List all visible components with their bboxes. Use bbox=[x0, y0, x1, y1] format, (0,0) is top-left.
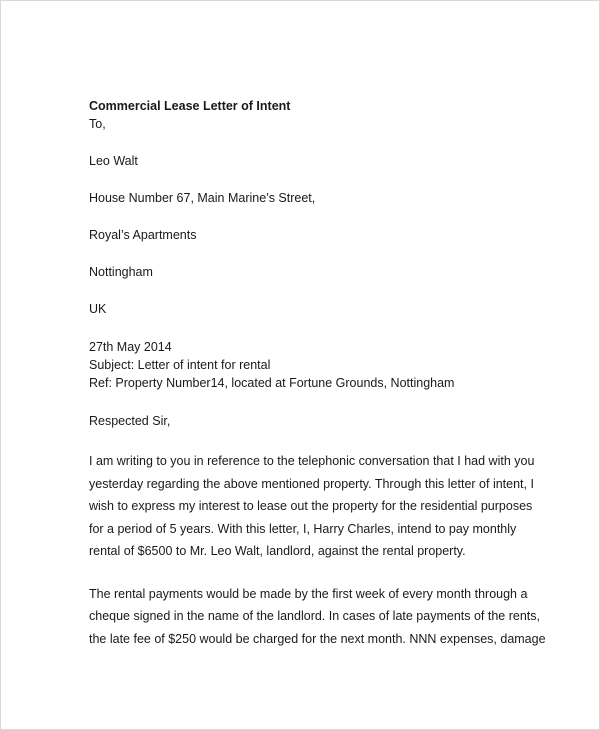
paragraph-line: I am writing to you in reference to the telephonic conversation that I had with you bbox=[89, 454, 535, 468]
paragraph-2 bbox=[89, 583, 546, 651]
paragraph-line: rental of $6500 to Mr. Leo Walt, landlord, against the rental property. bbox=[89, 544, 466, 558]
paragraph-line: cheque signed in the name of the landlord. In cases of late payments of the rents, bbox=[89, 609, 540, 623]
to-label: To, bbox=[89, 117, 106, 131]
paragraph-line: the late fee of $250 would be charged for the next month. NNN expenses, damage bbox=[89, 631, 546, 646]
paragraph-line: yesterday regarding the above mentioned property. Through this letter of intent, I bbox=[89, 476, 534, 491]
paragraph-line: wish to express my interest to lease out the property for the residential purposes bbox=[89, 499, 533, 513]
paragraph-line: for a period of 5 years. With this letter, I, Harry Charles, intend to pay monthly bbox=[89, 521, 517, 536]
letter-title: Commercial Lease Letter of Intent bbox=[89, 99, 291, 113]
letter-subject: Subject: Letter of intent for rental bbox=[89, 358, 271, 372]
address-country: UK bbox=[89, 302, 107, 316]
address-line-1: House Number 67, Main Marine’s Street, bbox=[89, 191, 316, 205]
recipient-name: Leo Walt bbox=[89, 154, 138, 168]
letter-body bbox=[89, 97, 546, 650]
address-city: Nottingham bbox=[89, 265, 153, 279]
address-line-2: Royal’s Apartments bbox=[89, 228, 197, 242]
salutation: Respected Sir, bbox=[89, 414, 171, 428]
letter-date: 27th May 2014 bbox=[89, 340, 172, 354]
recipient-address bbox=[89, 152, 529, 318]
letter-reference: Ref: Property Number14, located at Fortune Grounds, Nottingham bbox=[89, 376, 455, 390]
paragraph-1 bbox=[89, 450, 535, 563]
paragraph-line: The rental payments would be made by the first week of every month through a bbox=[89, 586, 528, 601]
letter-meta bbox=[89, 338, 529, 392]
